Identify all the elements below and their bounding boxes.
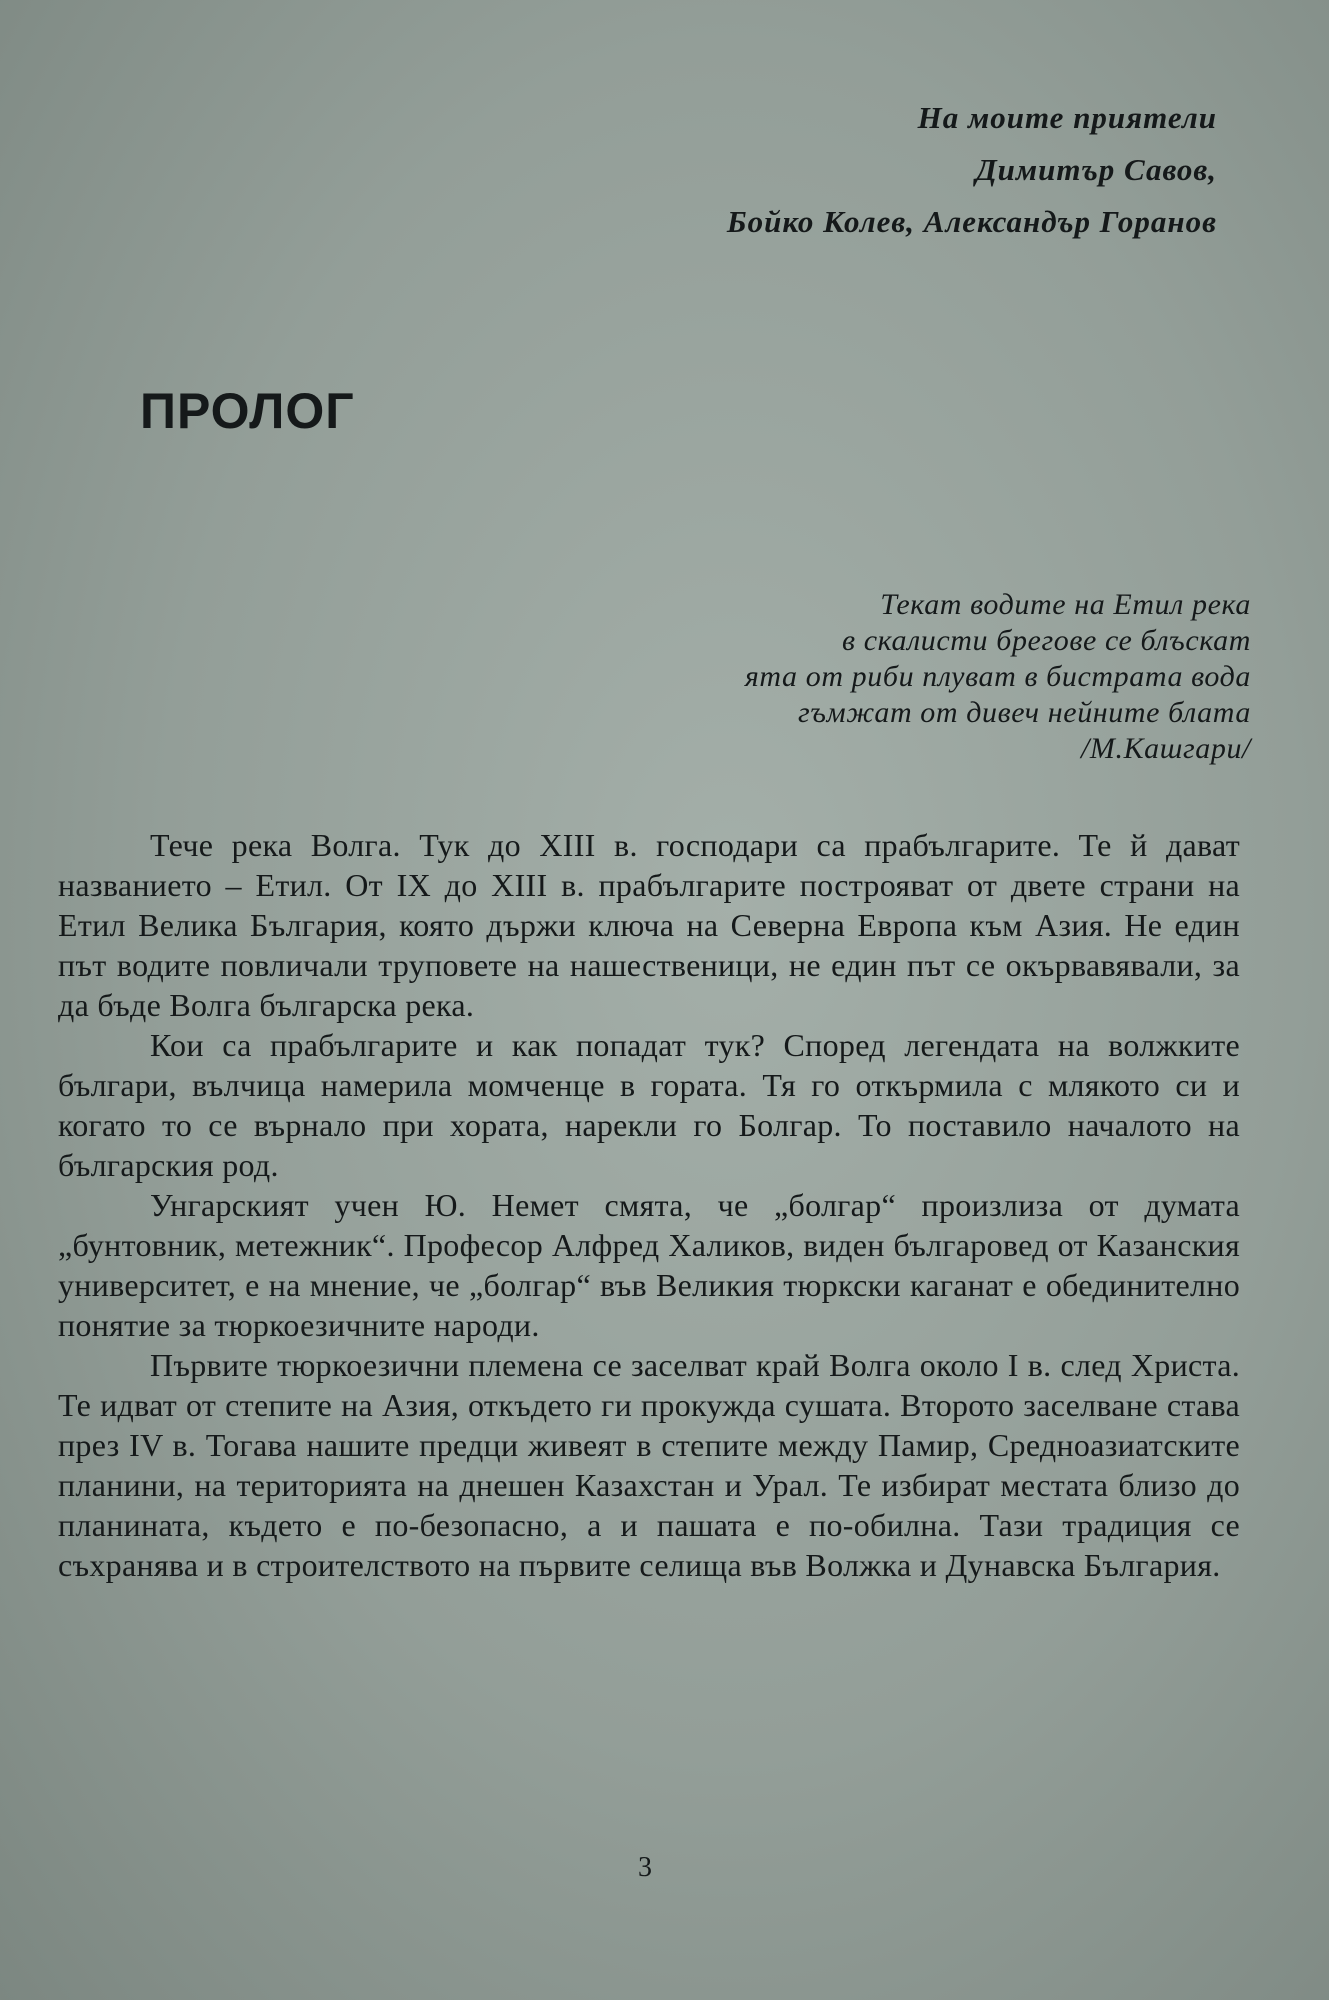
- epigraph: [745, 587, 1251, 767]
- body-text: [58, 825, 1240, 1585]
- page-number: 3: [638, 1852, 652, 1883]
- paragraph: Тече река Волга. Тук до XIII в. господари са прабългарите. Те й дават названието – Етил. От IX до XIII в. прабългарите построяват от двете страни на Етил Велика България, която държи ключа на Северна Европа към Азия. Не един път водите повличали труповете на нашественици, не един път се окървавявали, за да бъде Волга българска река.: [58, 827, 1240, 1023]
- epigraph-attribution: /М.Кашгари/: [1080, 732, 1251, 765]
- epigraph-line: Текат водите на Етил река: [880, 588, 1251, 621]
- dedication: [727, 92, 1217, 248]
- dedication-line: На моите приятели: [917, 100, 1217, 135]
- paragraph: Първите тюркоезични племена се заселват край Волга около I в. след Христа. Те идват от степите на Азия, откъдето ги прокужда сушата. Второто заселване става през IV в. Тогава нашите предци живеят в степите между Памир, Средноазиатските планини, на територията на днешен Казахстан и Урал. Те избират местата близо до планината, където е по-безопасно, а и пашата е по-обилна. Тази традиция се съхранява и в строителството на първите селища във Волжка и Дунавска България.: [58, 1347, 1240, 1583]
- chapter-heading: ПРОЛОГ: [140, 383, 355, 439]
- paragraph: Кои са прабългарите и как попадат тук? Според легендата на волжките българи, вълчица намерила момченце в гората. Тя го откърмила с млякото си и когато то се върнало при хората, нарекли го Болгар. То поставило началото на българския род.: [58, 1027, 1240, 1183]
- dedication-line: Бойко Колев, Александър Горанов: [726, 204, 1217, 239]
- epigraph-line: гъмжат от дивеч нейните блата: [798, 696, 1251, 729]
- epigraph-line: в скалисти брегове се блъскат: [841, 624, 1251, 657]
- paragraph: Унгарският учен Ю. Немет смята, че „болгар“ произлиза от думата „бунтовник, метежник“. Професор Алфред Халиков, виден българовед от Казанския университет, е на мнение, че „болгар“ във Великия тюркски каганат е обединително понятие за тюркоезичните народи.: [58, 1187, 1240, 1343]
- dedication-line: Димитър Савов,: [975, 152, 1217, 187]
- epigraph-line: ята от риби плуват в бистрата вода: [744, 660, 1251, 693]
